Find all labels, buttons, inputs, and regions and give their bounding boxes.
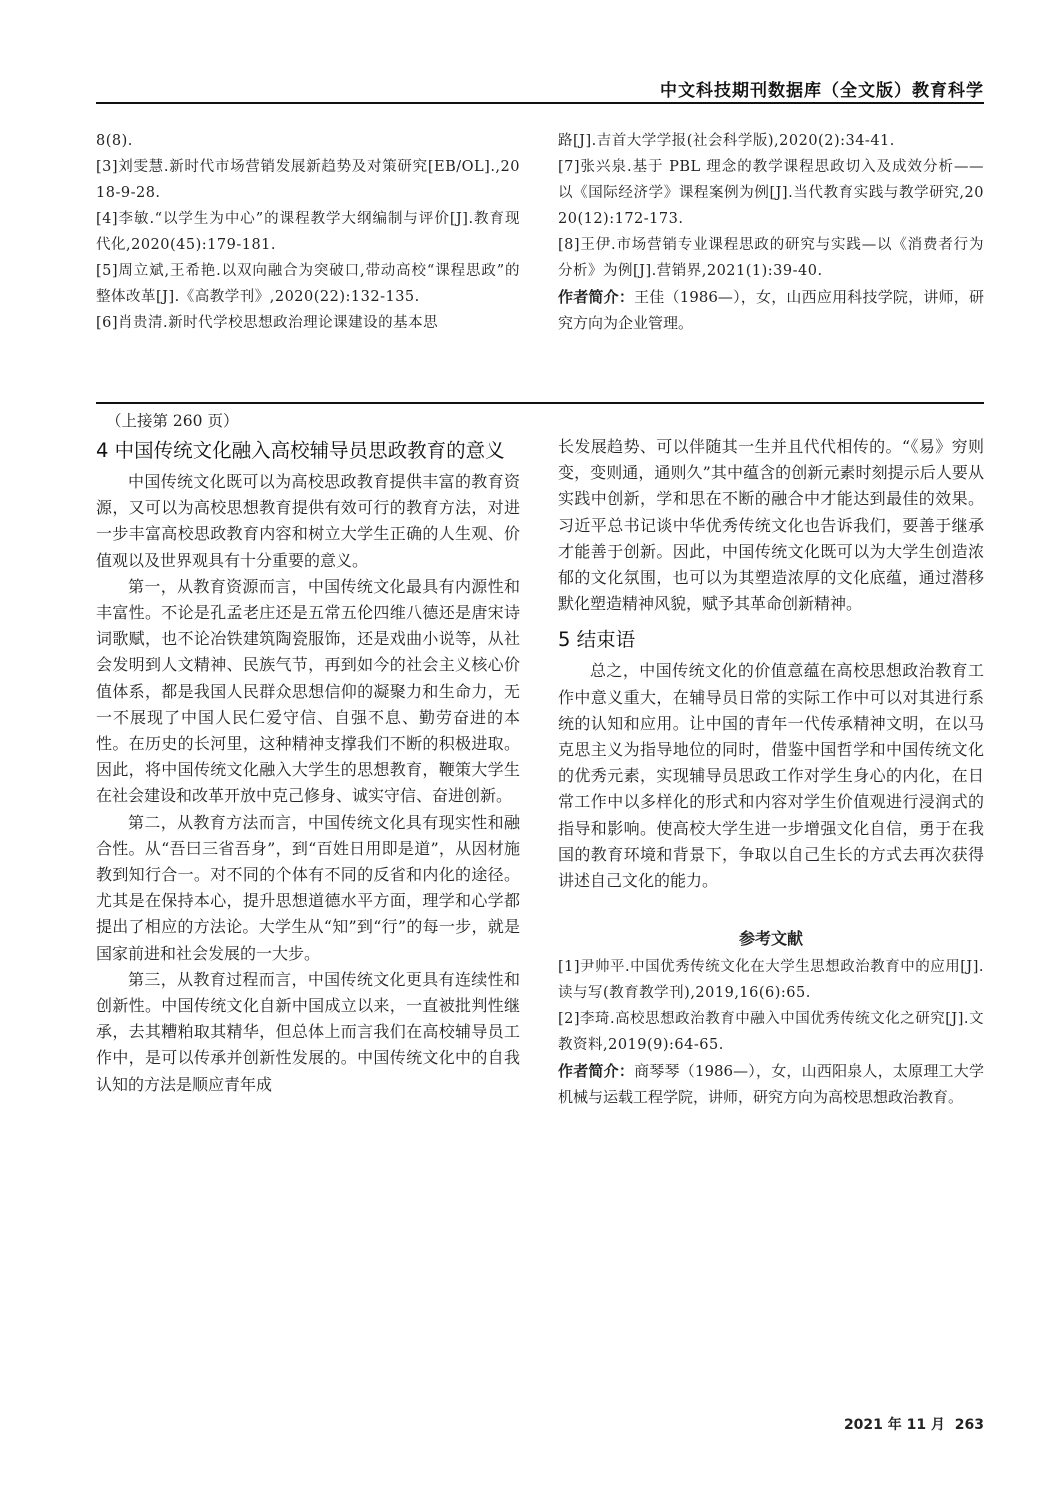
header-rule	[96, 102, 984, 104]
article-left-column	[96, 408, 520, 1098]
reference-item: [3]刘雯慧.新时代市场营销发展新趋势及对策研究[EB/OL].,2018-9-28.	[96, 159, 520, 201]
paragraph: 第三，从教育过程而言，中国传统文化更具有连续性和创新性。中国传统文化自新中国成立以来，一直被批判性继承，去其糟粕取其精华，但总体上而言我们在高校辅导员工作中，是可以传承并创新性发展的。中国传统文化中的自我认知的方法是顺应青年成	[96, 969, 520, 1094]
section-rule	[96, 402, 984, 404]
reference-item: [5]周立斌,王希艳.以双向融合为突破口,带动高校“课程思政”的整体改革[J].《高教学刊》,2020(22):132-135.	[96, 263, 520, 305]
paragraph: 第一，从教育资源而言，中国传统文化最具有内源性和丰富性。不论是孔孟老庄还是五常五伦四维八德还是唐宋诗词歌赋，也不论冶铁建筑陶瓷服饰，还是戏曲小说等，从社会发明到人文精神、民族气节，再到如今的社会主义核心价值体系，都是我国人民群众思想信仰的凝聚力和生命力，无一不展现了中国人民仁爱守信、自强不息、勤劳奋进的本性。在历史的长河里，这种精神支撑我们不断的积极进取。因此，将中国传统文化融入大学生的思想教育，鞭策大学生在社会建设和改革开放中克己修身、诚实守信、奋进创新。	[96, 576, 520, 806]
reference-line: 路[J].吉首大学学报(社会科学版),2020(2):34-41.	[558, 133, 895, 149]
reference-item: [7]张兴泉.基于 PBL 理念的教学课程思政切入及成效分析——以《国际经济学》课程案例为例[J].当代教育实践与教学研究,2020(12):172-173.	[558, 159, 984, 227]
article-right-column	[558, 434, 984, 1110]
author-bio	[558, 1058, 984, 1110]
paragraph: 中国传统文化既可以为高校思政教育提供丰富的教育资源，又可以为高校思想教育提供有效可行的教育方法，对进一步丰富高校思政教育内容和树立大学生正确的人生观、价值观以及世界观具有十分重要的意义。	[96, 472, 520, 570]
author-bio-text: 商琴琴（1986—），女，山西阳泉人，太原理工大学机械与运载工程学院，讲师，研究方向为高校思想政治教育。	[558, 1062, 984, 1107]
section-5-heading: 5 结束语	[558, 628, 636, 652]
issue-date: 2021 年 11 月	[843, 1417, 946, 1433]
journal-header: 中文科技期刊数据库（全文版）教育科学	[660, 81, 984, 101]
continued-note: （上接第 260 页）	[106, 412, 239, 430]
author-bio-label: 作者简介：	[558, 1062, 635, 1081]
author-bio-label: 作者简介：	[558, 288, 635, 306]
references-heading: 参考文献	[738, 929, 803, 949]
page-footer	[780, 1414, 984, 1434]
reference-line: 8(8).	[96, 133, 133, 149]
reference-item: [6]肖贵清.新时代学校思想政治理论课建设的基本思	[96, 315, 439, 331]
reference-item: [2]李琦.高校思想政治教育中融入中国优秀传统文化之研究[J].文教资料,2019(9):64-65.	[558, 1011, 984, 1054]
paragraph: 第二，从教育方法而言，中国传统文化具有现实性和融合性。从“吾曰三省吾身”，到“百姓日用即是道”，从因材施教到知行合一。对不同的个体有不同的反省和内化的途径。尤其是在保持本心，提升思想道德水平方面，理学和心学都提出了相应的方法论。大学生从“知”到“行”的每一步，就是国家前进和社会发展的一大步。	[96, 812, 520, 963]
reference-item: [4]李敏.“以学生为中心”的课程教学大纲编制与评价[J].教育现代化,2020(45):179-181.	[96, 211, 520, 253]
reference-item: [1]尹帅平.中国优秀传统文化在大学生思想政治教育中的应用[J].读与写(教育教学刊),2019,16(6):65.	[558, 959, 984, 1002]
top-left-column	[96, 128, 520, 336]
paragraph-continued: 长发展趋势、可以伴随其一生并且代代相传的。“《易》穷则变，变则通，通则久”其中蕴含的创新元素时刻提示后人要从实践中创新，学和思在不断的融合中才能达到最佳的效果。习近平总书记谈中华优秀传统文化也告诉我们，要善于继承才能善于创新。因此，中国传统文化既可以为大学生创造浓郁的文化氛围，也可以为其塑造浓厚的文化底蕴，通过潜移默化塑造精神风貌，赋予其革命创新精神。	[558, 437, 984, 614]
author-bio-text: 王佳（1986—），女，山西应用科技学院，讲师，研究方向为企业管理。	[558, 288, 984, 332]
reference-item: [8]王伊.市场营销专业课程思政的研究与实践—以《消费者行为分析》为例[J].营销界,2021(1):39-40.	[558, 237, 984, 279]
section-4-heading: 4 中国传统文化融入高校辅导员思政教育的意义	[96, 439, 505, 462]
page-number: 263	[954, 1417, 984, 1433]
top-right-column	[558, 128, 984, 336]
paragraph: 总之，中国传统文化的价值意蕴在高校思想政治教育工作中意义重大，在辅导员日常的实际工作中可以对其进行系统的认知和应用。让中国的青年一代传承精神文明，在以马克思主义为指导地位的同时，借鉴中国哲学和中国传统文化的优秀元素，实现辅导员思政工作对学生身心的内化，在日常工作中以多样化的形式和内容对学生价值观进行浸润式的指导和影响。使高校大学生进一步增强文化自信，勇于在我国的教育环境和背景下，争取以自己生长的方式去再次获得讲述自己文化的能力。	[558, 661, 984, 891]
author-bio	[558, 284, 984, 336]
